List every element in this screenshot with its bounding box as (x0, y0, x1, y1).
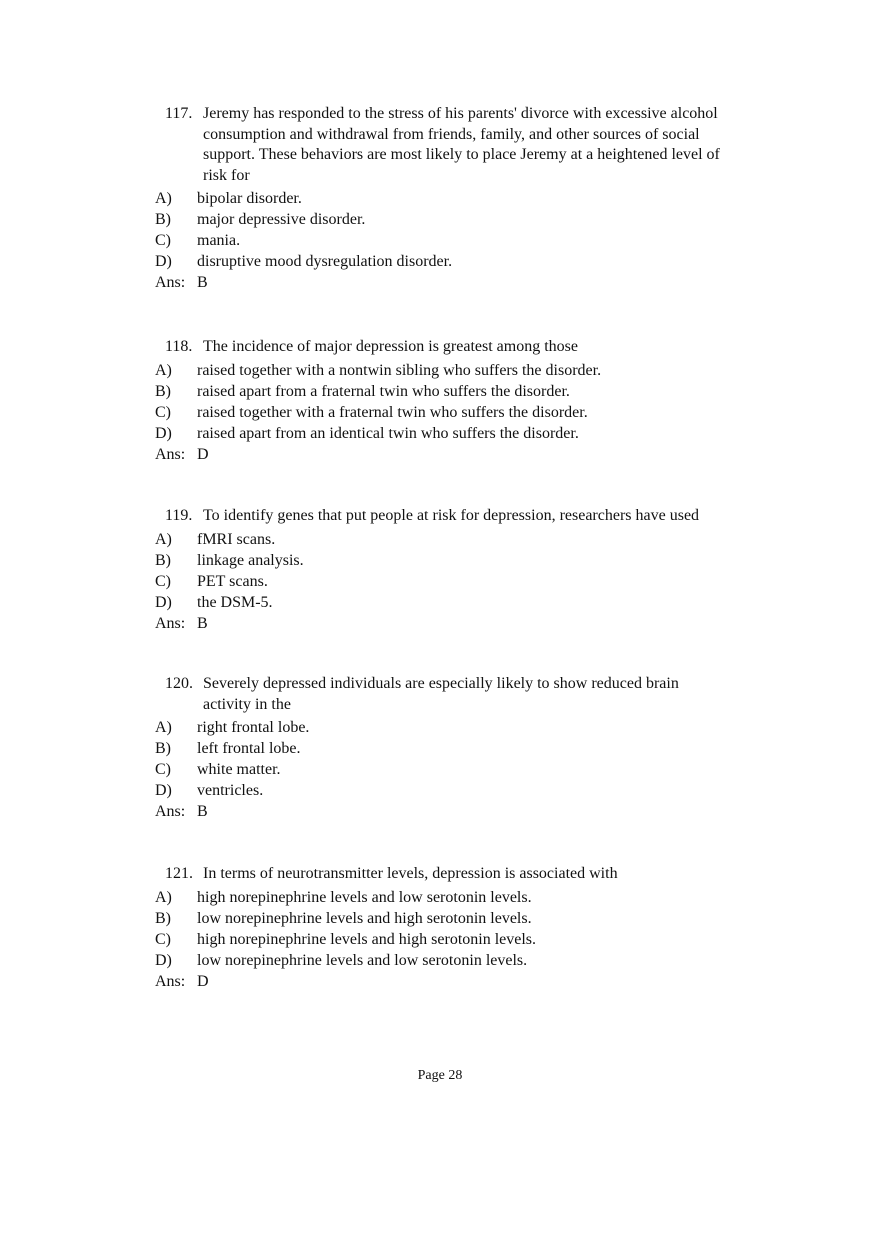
answer-key (155, 444, 775, 465)
answer-option (155, 188, 775, 209)
option-text: fMRI scans. (197, 530, 276, 548)
question-stem (155, 337, 775, 358)
option-letter: B) (155, 382, 171, 400)
option-text: right frontal lobe. (197, 719, 310, 736)
option-text: linkage analysis. (197, 551, 304, 569)
answer-option (155, 381, 775, 402)
option-letter: D) (155, 424, 172, 442)
question-number: 120. (165, 675, 193, 692)
stem-line: To identify genes that put people at risk for depression, researchers have used (203, 507, 700, 524)
option-letter: B) (155, 740, 171, 757)
stem-line: Jeremy has responded to the stress of his parents' divorce with excessive alcohol (203, 105, 718, 122)
option-text: high norepinephrine levels and low serotonin levels. (197, 888, 532, 906)
option-letter: D) (155, 951, 172, 969)
option-letter: C) (155, 761, 171, 778)
answer-option (155, 209, 775, 230)
option-text: white matter. (197, 761, 281, 778)
answer-value: B (197, 614, 208, 632)
answer-label: Ans: (155, 614, 186, 632)
answer-option (155, 780, 775, 801)
answer-key (155, 971, 775, 992)
option-letter: C) (155, 572, 171, 590)
question-117 (155, 104, 775, 293)
question-stem (155, 864, 775, 885)
option-text: low norepinephrine levels and high serotonin levels. (197, 909, 532, 927)
option-text: mania. (197, 232, 241, 249)
answer-key (155, 272, 775, 293)
answer-option (155, 908, 775, 929)
question-number: 118. (165, 338, 193, 355)
option-letter: B) (155, 909, 171, 927)
stem-line: In terms of neurotransmitter levels, depression is associated with (203, 865, 618, 882)
option-letter: A) (155, 190, 172, 207)
stem-line: support. These behaviors are most likely to place Jeremy at a heightened level of (203, 146, 720, 163)
option-text: major depressive disorder. (197, 211, 366, 228)
question-118 (155, 337, 775, 465)
option-letter: A) (155, 719, 172, 736)
answer-option (155, 423, 775, 444)
option-letter: B) (155, 211, 171, 228)
answer-option (155, 592, 775, 613)
option-text: disruptive mood dysregulation disorder. (197, 253, 453, 270)
stem-line: consumption and withdrawal from friends, family, and other sources of social (203, 125, 700, 143)
answer-option (155, 759, 775, 780)
answer-value: D (197, 445, 209, 463)
option-letter: C) (155, 930, 171, 948)
option-text: left frontal lobe. (197, 740, 301, 757)
option-letter: A) (155, 888, 172, 906)
answer-label: Ans: (155, 445, 186, 463)
answer-option (155, 571, 775, 592)
question-stem (155, 674, 775, 715)
answer-option (155, 230, 775, 251)
question-number: 117. (165, 105, 193, 122)
option-letter: C) (155, 403, 171, 421)
answer-value: B (197, 274, 208, 291)
question-number: 119. (165, 507, 193, 524)
answer-option (155, 529, 775, 550)
option-letter: D) (155, 593, 172, 611)
option-text: raised together with a fraternal twin who suffers the disorder. (197, 403, 588, 421)
answer-key (155, 801, 775, 822)
answer-option (155, 402, 775, 423)
option-text: bipolar disorder. (197, 190, 302, 207)
stem-line: Severely depressed individuals are especially likely to show reduced brain (203, 675, 679, 692)
option-text: high norepinephrine levels and high serotonin levels. (197, 930, 537, 948)
option-letter: C) (155, 232, 171, 249)
stem-line: activity in the (203, 695, 291, 713)
option-letter: B) (155, 551, 171, 569)
question-stem (155, 104, 775, 186)
answer-label: Ans: (155, 972, 186, 990)
question-stem (155, 506, 775, 527)
answer-option (155, 550, 775, 571)
option-text: raised apart from an identical twin who suffers the disorder. (197, 424, 579, 442)
option-text: raised apart from a fraternal twin who suffers the disorder. (197, 382, 570, 400)
answer-option (155, 738, 775, 759)
answer-value: D (197, 972, 209, 990)
question-120 (155, 674, 775, 822)
answer-value: B (197, 803, 208, 820)
option-text: the DSM-5. (197, 593, 273, 611)
answer-option (155, 929, 775, 950)
option-letter: D) (155, 782, 172, 799)
option-text: raised together with a nontwin sibling who suffers the disorder. (197, 361, 602, 379)
page-number: Page 28 (417, 1068, 463, 1083)
answer-option (155, 887, 775, 908)
answer-option (155, 717, 775, 738)
answer-label: Ans: (155, 274, 186, 291)
answer-option (155, 251, 775, 272)
stem-line: risk for (203, 166, 250, 184)
option-text: low norepinephrine levels and low serotonin levels. (197, 951, 528, 969)
answer-label: Ans: (155, 803, 186, 820)
question-121 (155, 864, 775, 992)
answer-key (155, 613, 775, 634)
stem-line: The incidence of major depression is greatest among those (203, 338, 578, 355)
question-119 (155, 506, 775, 634)
answer-option (155, 950, 775, 971)
option-letter: A) (155, 530, 172, 548)
option-text: ventricles. (197, 782, 264, 799)
option-letter: A) (155, 361, 172, 379)
question-number: 121. (165, 865, 193, 882)
option-letter: D) (155, 253, 172, 270)
option-text: PET scans. (197, 572, 268, 590)
answer-option (155, 360, 775, 381)
